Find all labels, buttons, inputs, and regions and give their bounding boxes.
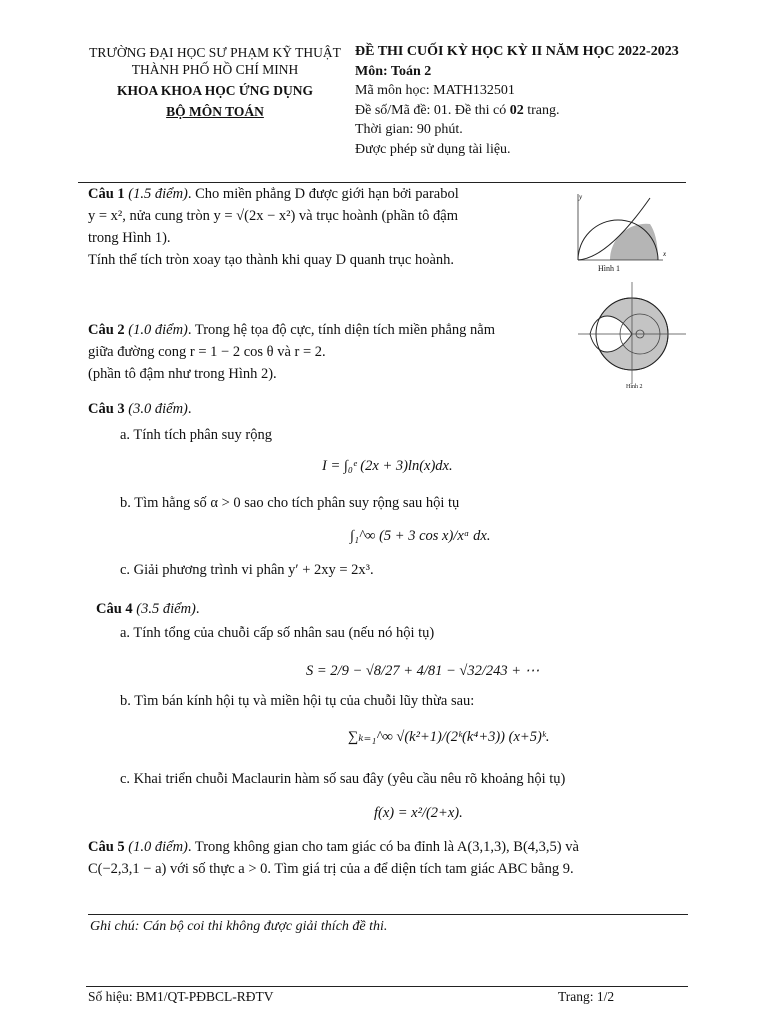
question-4-title: Câu 4 (3.5 điểm). [96, 601, 200, 617]
exam-note: Ghi chú: Cán bộ coi thi không được giải thích đề thi. [90, 919, 388, 934]
faculty-name: KHOA KHOA HỌC ỨNG DỤNG [116, 83, 313, 98]
figure-1-caption: Hình 1 [598, 264, 620, 273]
q3-part-b: b. Tìm hằng số α > 0 sao cho tích phân suy rộng sau hội tụ [120, 495, 460, 511]
q3-b-formula: ∫₁^∞ (5 + 3 cos x)/xᵅ dx. [350, 528, 491, 544]
figure-2-graph [576, 280, 688, 386]
question-2 [88, 319, 578, 385]
question-3-title: Câu 3 (3.0 điểm). [88, 401, 192, 417]
footer-divider [86, 986, 688, 987]
page-number: Trang: 1/2 [558, 989, 615, 1004]
header-right [355, 42, 735, 159]
q5-line1: Câu 5 (1.0 điểm). Trong không gian cho tam giác có ba đỉnh là A(3,1,3), B(4,3,5) và [88, 839, 579, 855]
q4-c-formula: f(x) = x²/(2+x). [374, 805, 463, 821]
course-code: Mã môn học: MATH132501 [355, 83, 515, 98]
question-5 [88, 836, 688, 880]
q1-line1: Câu 1 (1.5 điểm). Cho miền phẳng D được giới hạn bởi parabol [88, 186, 459, 202]
q2-line1: Câu 2 (1.0 điểm). Trong hệ tọa độ cực, tính diện tích miền phẳng nằm [88, 322, 495, 338]
exam-title: ĐỀ THI CUỐI KỲ HỌC KỲ II NĂM HỌC 2022-2023 [355, 44, 679, 59]
exam-materials: Được phép sử dụng tài liệu. [355, 141, 511, 157]
figure-2-caption: Hình 2 [626, 384, 643, 390]
figure-1-graph [568, 190, 678, 276]
q2-line3: (phần tô đậm như trong Hình 2). [88, 366, 277, 382]
q1-line4: Tính thể tích tròn xoay tạo thành khi quay D quanh trục hoành. [88, 252, 455, 268]
q4-part-c: c. Khai triển chuỗi Maclaurin hàm số sau đây (yêu cầu nêu rõ khoảng hội tụ) [120, 771, 566, 787]
q3-part-a: a. Tính tích phân suy rộng [120, 427, 272, 443]
svg-text:y: y [579, 193, 583, 201]
school-name-line1: TRƯỜNG ĐẠI HỌC SƯ PHẠM KỸ THUẬT [89, 45, 341, 60]
note-divider [88, 914, 688, 915]
q4-part-a: a. Tính tổng của chuỗi cấp số nhân sau (nếu nó hội tụ) [120, 625, 435, 641]
q1-line2: y = x², nửa cung tròn y = √(2x − x²) và trục hoành (phần tô đậm [88, 208, 458, 224]
q4-part-b: b. Tìm bán kính hội tụ và miền hội tụ của chuỗi lũy thừa sau: [120, 693, 475, 709]
header-left [70, 44, 360, 120]
q4-b-formula: ∑ₖ₌₁^∞ √(k²+1)/(2ᵏ(k⁴+3)) (x+5)ᵏ. [348, 729, 550, 745]
svg-text:x: x [663, 250, 667, 258]
q2-line2: giữa đường cong r = 1 − 2 cos θ và r = 2. [88, 344, 326, 360]
department-name: BỘ MÔN TOÁN [166, 104, 264, 119]
q3-a-formula: I = ∫₀ᵉ (2x + 3)ln(x)dx. [322, 458, 453, 474]
exam-duration: Thời gian: 90 phút. [355, 122, 463, 137]
exam-code: Đề số/Mã đề: 01. Đề thi có 02 trang. [355, 102, 560, 118]
exam-subject: Môn: Toán 2 [355, 63, 432, 79]
q4-a-formula: S = 2/9 − √8/27 + 4/81 − √32/243 + ⋯ [306, 663, 540, 679]
q5-line2: C(−2,3,1 − a) với số thực a > 0. Tìm giá trị của a để diện tích tam giác ABC bằng 9. [88, 861, 574, 877]
form-code: Số hiệu: BM1/QT-PĐBCL-RĐTV [88, 989, 274, 1004]
q1-line3: trong Hình 1). [88, 230, 171, 246]
question-1 [88, 183, 568, 271]
school-name-line2: THÀNH PHỐ HỒ CHÍ MINH [131, 62, 299, 77]
q3-part-c: c. Giải phương trình vi phân y′ + 2xy = 2x³. [120, 562, 374, 578]
